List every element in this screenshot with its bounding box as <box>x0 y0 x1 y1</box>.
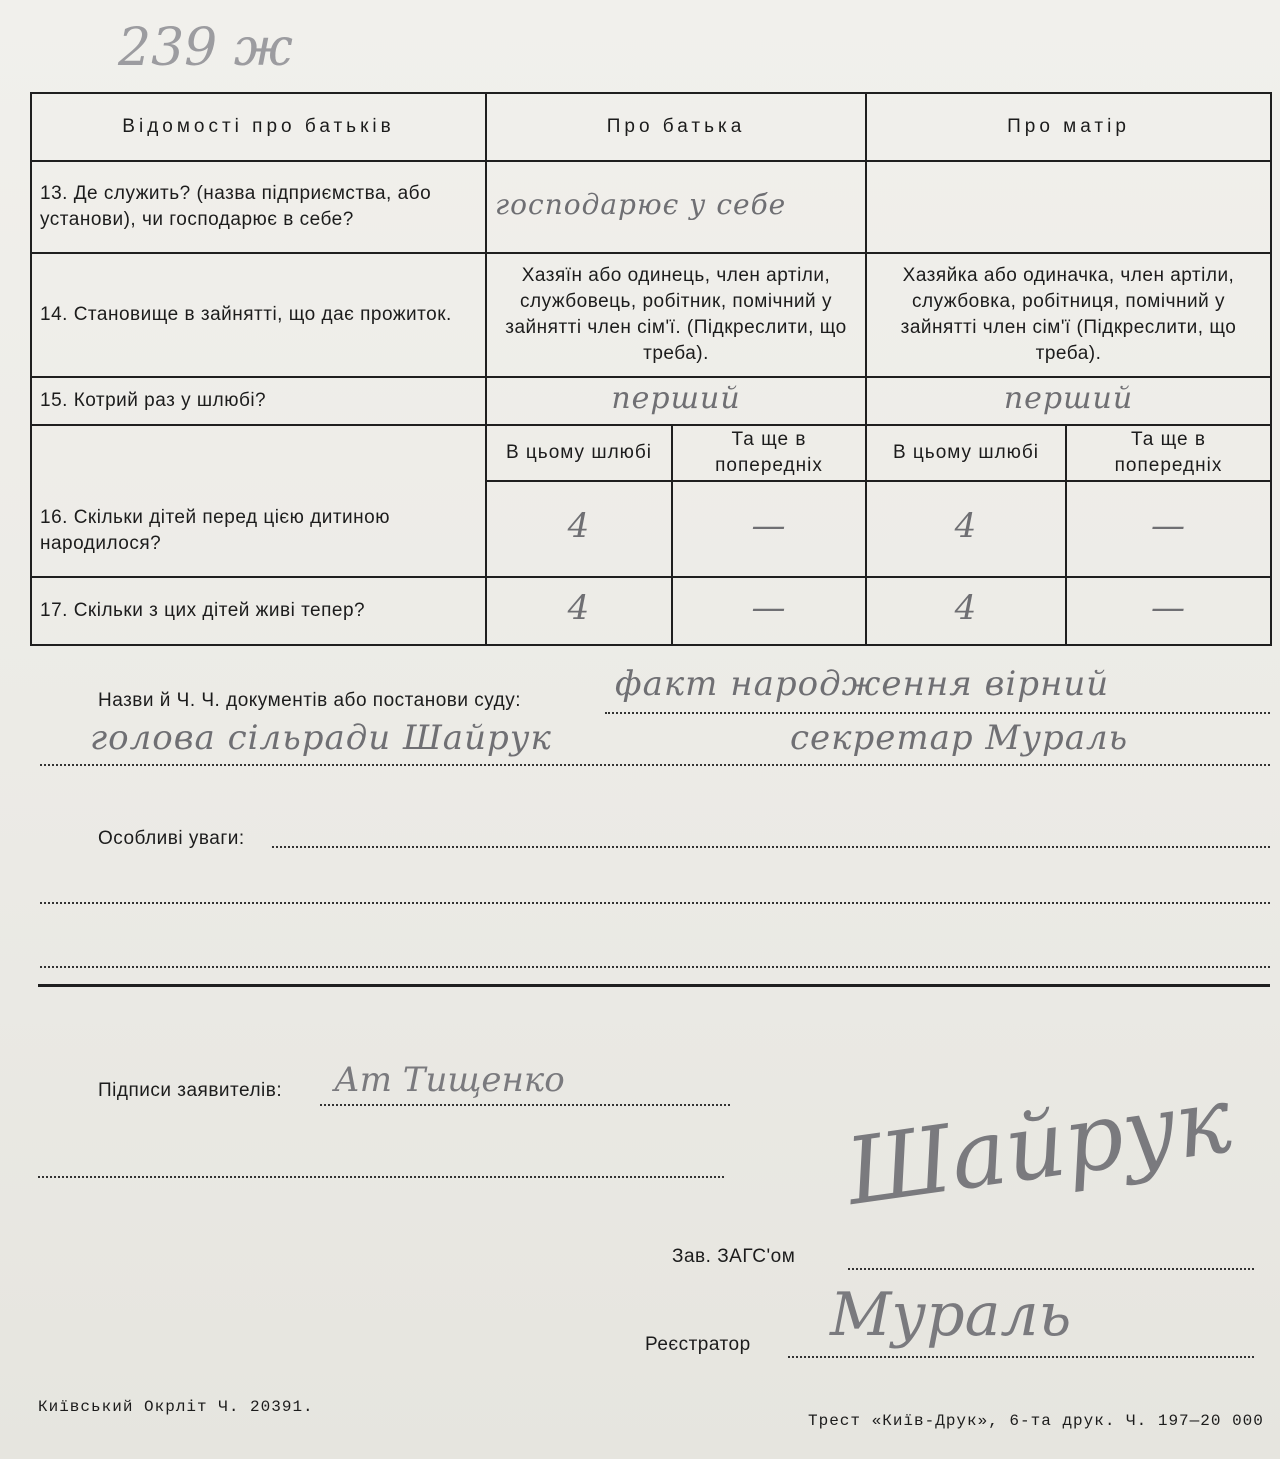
row-17 <box>31 577 1271 645</box>
documents-hand-line-2-left: голова сільради Шайрук <box>90 718 552 758</box>
father-this-marriage-header: В цьому шлюбі <box>486 425 672 481</box>
q16-father-this-value: 4 <box>567 506 591 546</box>
q16-father-prev-value: — <box>751 506 787 546</box>
documents-line-1 <box>605 712 1270 714</box>
footer-right-imprint: Трест «Київ-Друк», 6-та друк. Ч. 197—20 000 <box>808 1412 1264 1430</box>
mother-this-marriage-header: В цьому шлюбі <box>866 425 1066 481</box>
q17-mother-prev <box>1066 577 1271 645</box>
registrar-signature: Мураль <box>830 1280 1072 1350</box>
remarks-label: Особливі уваги: <box>98 828 245 849</box>
remarks-line-1 <box>272 846 1270 848</box>
q17-father-this-value: 4 <box>567 588 591 628</box>
parents-info-table <box>30 92 1272 646</box>
remarks-line-3 <box>40 966 1270 968</box>
archive-number: 239 ж <box>118 18 293 78</box>
footer-left-imprint: Київський Окрліт Ч. 20391. <box>38 1398 314 1416</box>
father-previous-header: Та ще в попередніх <box>672 425 866 481</box>
q17-father-prev-value: — <box>751 588 787 628</box>
question-14: 14. Становище в зайнятті, що дає прожиток. <box>31 253 486 377</box>
answer-15-father-hand: перший <box>611 381 741 416</box>
applicants-signature-line-2 <box>38 1176 724 1178</box>
answer-14-father: Хазяїн або одинець, член артіли, службовець, робітник, помічний у зайнятті член сім'ї. (Підкреслити, що треба). <box>486 253 866 377</box>
q17-mother-prev-value: — <box>1151 588 1186 628</box>
documents-hand-line-1: факт народження вірний <box>615 664 1110 704</box>
documents-hand-line-2-right: секретар Мураль <box>790 718 1129 758</box>
q17-mother-this-value: 4 <box>954 588 978 628</box>
answer-13-mother <box>866 161 1271 253</box>
answer-13-father-hand: господарює у себе <box>495 188 787 221</box>
q17-father-this <box>486 577 672 645</box>
section-divider <box>38 984 1270 987</box>
q16-mother-prev <box>1066 481 1271 577</box>
header-parents-info: Відомості про батьків <box>31 93 486 161</box>
table-header-row <box>31 93 1271 161</box>
documents-line-2 <box>40 764 1270 766</box>
q17-mother-this <box>866 577 1066 645</box>
q16-father-prev <box>672 481 866 577</box>
zags-head-label: Зав. ЗАГС'ом <box>672 1246 796 1267</box>
question-13: 13. Де служить? (назва підприємства, або установи), чи господарює в себе? <box>31 161 486 253</box>
registrar-line <box>788 1356 1254 1358</box>
remarks-line-2 <box>40 902 1270 904</box>
answer-15-father <box>486 377 866 425</box>
zags-head-signature: Шайрук <box>840 1066 1238 1226</box>
answer-15-mother-hand: перший <box>1003 381 1134 416</box>
applicant-signature: Ат Тищенко <box>334 1060 565 1100</box>
answer-14-mother: Хазяйка або одиначка, член артіли, службовка, робітниця, помічний у зайнятті член сім'ї (Підкреслити, що треба). <box>866 253 1271 377</box>
q16-mother-prev-value: — <box>1151 506 1186 546</box>
question-17: 17. Скільки з цих дітей живі тепер? <box>31 577 486 645</box>
registrar-label: Реєстратор <box>645 1334 751 1355</box>
mother-previous-header: Та ще в попередніх <box>1066 425 1271 481</box>
q17-father-prev <box>672 577 866 645</box>
applicants-signature-line-1 <box>320 1104 730 1106</box>
answer-13-father <box>486 161 866 253</box>
zags-head-line <box>848 1268 1254 1270</box>
answer-15-mother <box>866 377 1271 425</box>
header-mother: Про матір <box>866 93 1271 161</box>
applicants-signature-label: Підписи заявителів: <box>98 1080 283 1101</box>
q16-mother-this-value: 4 <box>954 506 978 546</box>
row-14 <box>31 253 1271 377</box>
question-16: 16. Скільки дітей перед цією дитиною народилося? <box>31 425 486 577</box>
q16-father-this <box>486 481 672 577</box>
header-father: Про батька <box>486 93 866 161</box>
q16-mother-this <box>866 481 1066 577</box>
row-15 <box>31 377 1271 425</box>
row-16-subheader <box>31 425 1271 481</box>
question-15: 15. Котрий раз у шлюбі? <box>31 377 486 425</box>
documents-label: Назви й Ч. Ч. документів або постанови суду: <box>98 690 521 711</box>
row-13 <box>31 161 1271 253</box>
